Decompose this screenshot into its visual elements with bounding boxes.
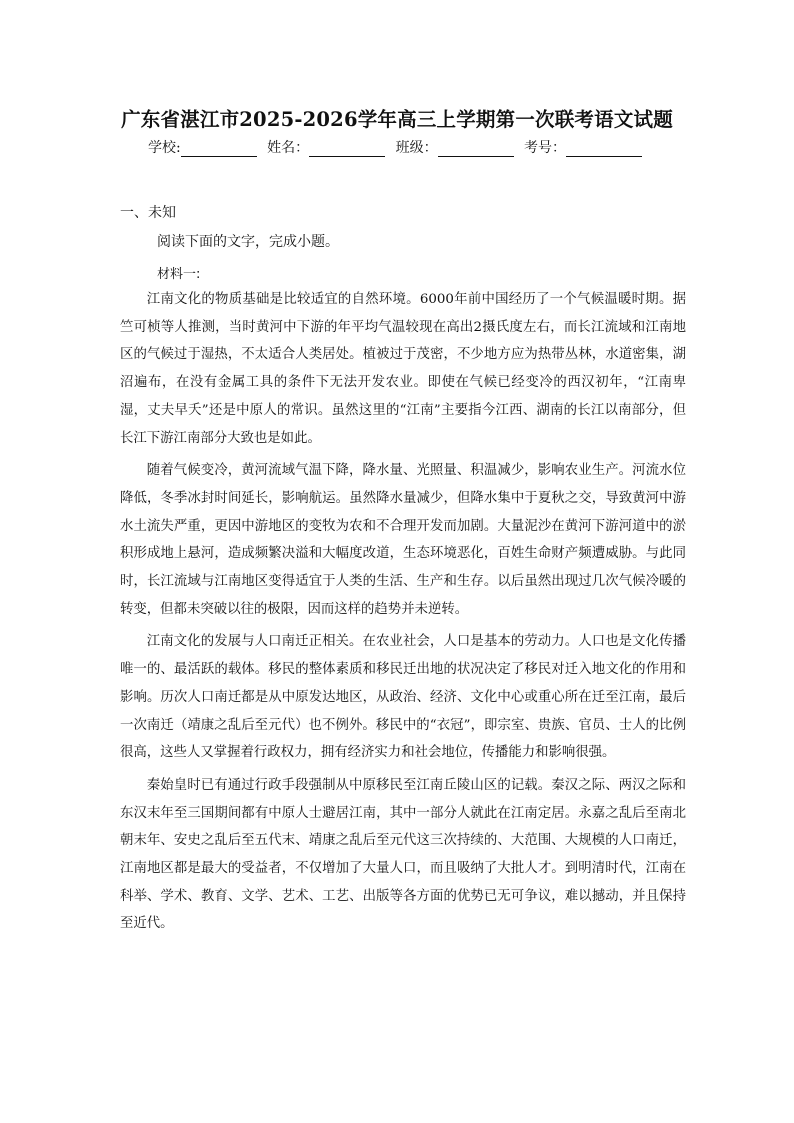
- student-info-line: [0, 137, 794, 157]
- material-label: 材料一:: [157, 267, 201, 282]
- paragraph: 江南文化的发展与人口南迁正相关。在农业社会，人口是基本的劳动力。人口也是文化传播唯一的、最活跃的载体。移民的整体素质和移民迁出地的状况决定了移民对迁入地文化的作用和影响。历次人口南迁都是从中原发达地区，从政治、经济、文化中心或重心所在迁至江南，最后一次南迁（靖康之乱后至元代）也不例外。移民中的“衣冠”，即宗室、贵族、官员、士人的比例很高，这些人又掌握着行政权力，拥有经济实力和社会地位，传播能力和影响很强。: [120, 634, 686, 761]
- school-label: 学校:: [147, 140, 181, 156]
- school-field[interactable]: [148, 137, 261, 157]
- name-label: 姓名：: [267, 140, 310, 156]
- paragraph: 江南文化的物质基础是比较适宜的自然环境。6000年前中国经历了一个气候温暖时期。据竺可桢等人推测，当时黄河中下游的年平均气温较现在高出2摄氏度左右，而长江流域和江南地区的气候过于湿热，不太适合人类居处。植被过于茂密，不少地方应为热带丛林，水道密集，湖沼遍布，在没有金属工具的条件下无法开发农业。即使在气候已经变冷的西汉初年，“江南卑湿，丈夫早夭”还是中原人的常识。虽然这里的“江南”主要指今江西、湖南的长江以南部分，但长江下游江南部分大致也是如此。: [120, 292, 686, 446]
- exam-number-blank[interactable]: [566, 142, 642, 157]
- exam-number-field[interactable]: [524, 137, 646, 157]
- class-field[interactable]: [396, 137, 518, 157]
- paragraph: 随着气候变冷，黄河流域气温下降，降水量、光照量、积温减少，影响农业生产。河流水位降低，冬季冰封时间延长，影响航运。虽然降水量减少，但降水集中于夏秋之交，导致黄河中游水土流失严重，更因中游地区的变牧为农和不合理开发而加剧。大量泥沙在黄河下游河道中的淤积形成地上悬河，造成频繁决溢和大幅度改道，生态环境恶化，百姓生命财产频遭威胁。与此同时，长江流域与江南地区变得适宜于人类的生活、生产和生存。以后虽然出现过几次气候冷暖的转变，但都未突破以往的极限，因而这样的趋势并未逆转。: [120, 463, 686, 617]
- school-blank[interactable]: [181, 142, 257, 157]
- class-label: 班级：: [395, 140, 438, 156]
- paragraph: 秦始皇时已有通过行政手段强制从中原移民至江南丘陵山区的记载。秦汉之际、两汉之际和东汉末年至三国期间都有中原人士避居江南，其中一部分人就此在江南定居。永嘉之乱后至南北朝末年、安史之乱后至五代末、靖康之乱后至元代这三次持续的、大范围、大规模的人口南迁，江南地区都是最大的受益者，不仅增加了大量人口，而且吸纳了大批人才。到明清时代，江南在科举、学术、教育、文学、艺术、工艺、出版等各方面的优势已无可争议，难以撼动，并且保持至近代。: [120, 777, 686, 932]
- reading-instruction: 阅读下面的文字，完成小题。: [157, 234, 339, 250]
- exam-number-label: 考号：: [524, 140, 567, 156]
- page-title: 广东省湛江市2025-2026学年高三上学期第一次联考语文试题: [121, 108, 673, 131]
- name-blank[interactable]: [309, 142, 385, 157]
- class-blank[interactable]: [438, 142, 514, 157]
- section-heading: 一、未知: [120, 205, 176, 221]
- passage-body: [120, 286, 686, 943]
- name-field[interactable]: [267, 137, 389, 157]
